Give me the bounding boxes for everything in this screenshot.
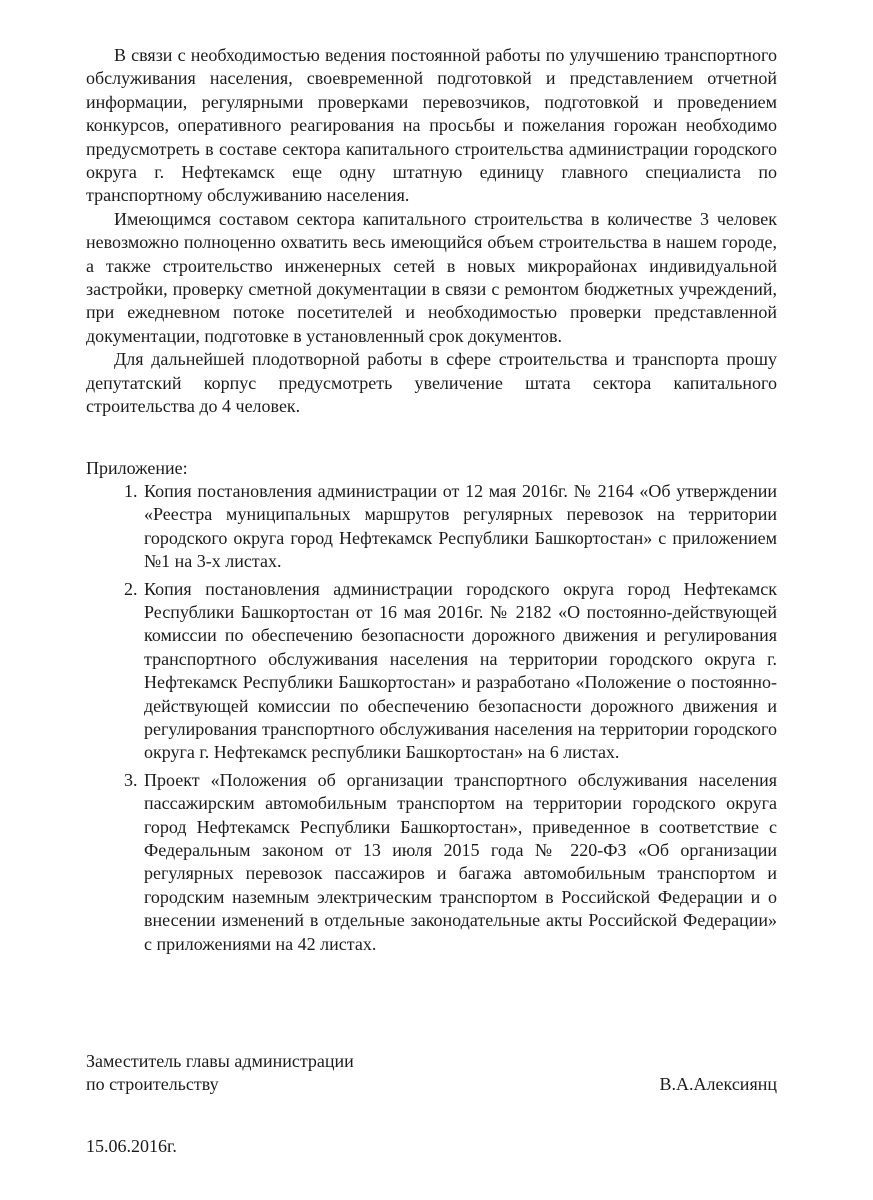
appendix-item-2: 2. Копия постановления администрации городского округа город Нефтекамск Республики Башкортостан от 16 мая 2016г. № 2182 «О постоянно-действующей комиссии по обеспечению безопасности дорожного движения и регулирования транспортного обслуживания населения на территории городского округа г. Нефтекамск Республики Башкортостан» и разработано «Положение о постоянно-действующей комиссии по обеспечению безопасности дорожного движения и регулирования транспортного обслуживания населения на территории городского округа г. Нефтекамск республики Башкортостан» на 6 листах.: [142, 578, 777, 765]
signature-block: [86, 1050, 777, 1097]
signatory-position-line-1: Заместитель главы администрации: [86, 1051, 354, 1072]
appendix-title: Приложение:: [86, 457, 188, 478]
appendix-list: [86, 480, 777, 956]
body-paragraph-1: В связи с необходимостью ведения постоянной работы по улучшению транспортного обслуживания населения, своевременной подготовкой и представлением отчетной информации, регулярными проверками перевозчиков, подготовкой и проведением конкурсов, оперативного реагирования на просьбы и пожелания горожан необходимо предусмотреть в составе сектора капитального строительства администрации городского округа г. Нефтекамск еще одну штатную единицу главного специалиста по транспортному обслуживанию населения.: [86, 45, 777, 206]
body-paragraph-2: Имеющимся составом сектора капитального строительства в количестве 3 человек невозможно полноценно охватить весь имеющийся объем строительства в нашем городе, а также строительство инженерных сетей в новых микрорайонах индивидуальной застройки, проверку сметной документации в связи с ремонтом бюджетных учреждений, при ежедневном потоке посетителей и необходимостью проверки представленной документации, подготовке в установленный срок документов.: [86, 208, 777, 346]
signatory-position-line-2: по строительству: [86, 1074, 219, 1095]
document-date: 15.06.2016г.: [86, 1135, 177, 1156]
signatory-name: В.А.Алексиянц: [659, 1074, 777, 1095]
appendix-item-3: 3. Проект «Положения об организации транспортного обслуживания населения пассажирским автомобильным транспортом на территории городского округа город Нефтекамск Республики Башкортостан», приведенное в соответствие с Федеральным законом от 13 июля 2015 года № 220-ФЗ «Об организации регулярных перевозок пассажиров и багажа автомобильным транспортом и городским наземным электрическим транспортом в Российской Федерации и о внесении изменений в отдельные законодательные акты Российской Федерации» с приложениями на 42 листах.: [142, 769, 777, 956]
appendix-item-1: 1. Копия постановления администрации от 12 мая 2016г. № 2164 «Об утверждении «Реестра муниципальных маршрутов регулярных перевозок на территории городского округа город Нефтекамск Республики Башкортостан» с приложением №1 на 3-х листах.: [142, 480, 777, 574]
body-paragraph-3: Для дальнейшей плодотворной работы в сфере строительства и транспорта прошу депутатский корпус предусмотреть увеличение штата сектора капитального строительства до 4 человек.: [86, 349, 777, 417]
